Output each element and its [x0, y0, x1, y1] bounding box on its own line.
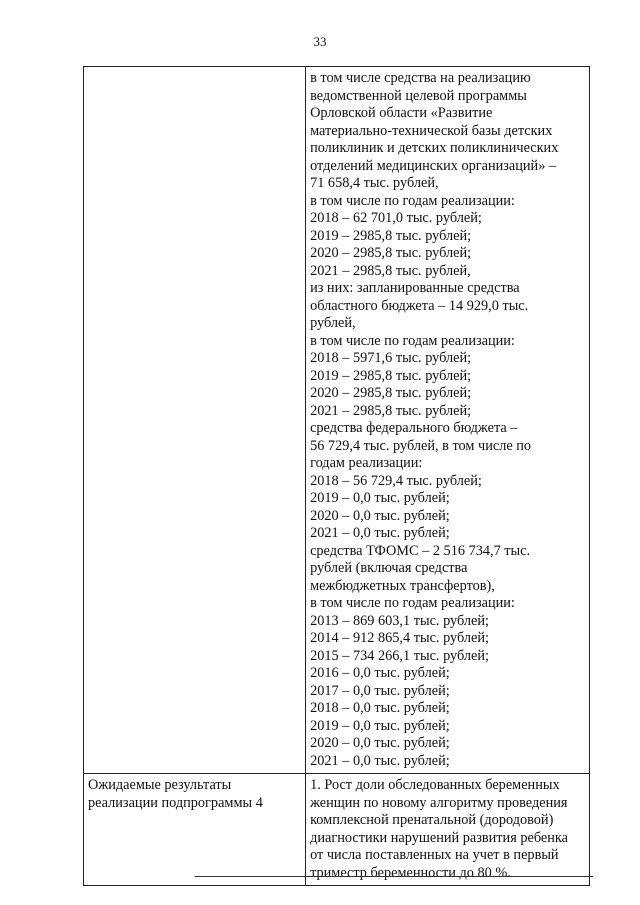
- funding-line: 2021 – 0,0 тыс. рублей;: [310, 525, 450, 541]
- funding-line: Орловской области «Развитие: [310, 105, 493, 121]
- funding-line: 2014 – 912 865,4 тыс. рублей;: [310, 630, 490, 646]
- funding-line: областного бюджета – 14 929,0 тыс.: [310, 297, 529, 314]
- funding-line: 2019 – 0,0 тыс. рублей;: [310, 717, 450, 734]
- subprogram-passport-table: [83, 66, 590, 886]
- funding-line: 2018 – 0,0 тыс. рублей;: [310, 700, 450, 716]
- expected-result-line: комплексной пренатальной (дородовой): [310, 812, 554, 828]
- funding-label-cell: [84, 67, 306, 774]
- funding-line: поликлиник и детских поликлинических: [310, 140, 559, 156]
- funding-line: средства ТФОМС – 2 516 734,7 тыс.: [310, 542, 531, 559]
- expected-results-cell: [306, 774, 590, 886]
- funding-line: отделений медицинских организаций» –: [310, 157, 557, 174]
- funding-line: 2017 – 0,0 тыс. рублей;: [310, 682, 450, 699]
- funding-line: 2018 – 5971,6 тыс. рублей;: [310, 350, 472, 366]
- funding-line: рублей (включая средства: [310, 560, 468, 576]
- funding-line: 2019 – 2985,8 тыс. рублей;: [310, 367, 472, 384]
- expected-result-line: женщин по новому алгоритму проведения: [310, 794, 568, 811]
- funding-line: 2018 – 62 701,0 тыс. рублей;: [310, 210, 482, 226]
- funding-line: годам реализации:: [310, 455, 423, 471]
- funding-line: из них: запланированные средства: [310, 280, 520, 296]
- funding-line: 2020 – 0,0 тыс. рублей;: [310, 735, 450, 751]
- funding-line: средства федерального бюджета –: [310, 420, 518, 436]
- funding-line: рублей,: [310, 315, 356, 331]
- funding-line: 2016 – 0,0 тыс. рублей;: [310, 665, 450, 681]
- funding-line: 2021 – 2985,8 тыс. рублей;: [310, 402, 472, 419]
- table-row-expected-results: [84, 774, 590, 886]
- funding-line: материально-технической базы детских: [310, 122, 553, 139]
- funding-line: ведомственной целевой программы: [310, 87, 527, 104]
- page-number: 33: [313, 34, 327, 49]
- funding-line: 2020 – 0,0 тыс. рублей;: [310, 507, 450, 524]
- expected-result-line: диагностики нарушений развития ребенка: [310, 829, 568, 846]
- funding-line: 2021 – 2985,8 тыс. рублей,: [310, 262, 471, 279]
- expected-results-label-line: Ожидаемые результаты: [88, 777, 232, 793]
- funding-line: 2018 – 56 729,4 тыс. рублей;: [310, 472, 482, 489]
- expected-result-line: триместр беременности до 80 %.: [310, 864, 511, 881]
- funding-line: межбюджетных трансфертов),: [310, 577, 495, 594]
- funding-line: 2020 – 2985,8 тыс. рублей;: [310, 245, 472, 261]
- funding-line: в том числе по годам реализации:: [310, 332, 515, 349]
- funding-line: в том числе средства на реализацию: [310, 70, 531, 86]
- expected-result-line: от числа поставленных на учет в первый: [310, 847, 559, 863]
- bottom-divider: [195, 876, 593, 877]
- funding-line: в том числе по годам реализации:: [310, 595, 515, 611]
- funding-line: в том числе по годам реализации:: [310, 192, 515, 209]
- funding-line: 2020 – 2985,8 тыс. рублей;: [310, 385, 472, 401]
- funding-line: 56 729,4 тыс. рублей, в том числе по: [310, 437, 532, 454]
- funding-line: 71 658,4 тыс. рублей,: [310, 175, 439, 191]
- funding-details-cell: [306, 67, 590, 774]
- funding-line: 2015 – 734 266,1 тыс. рублей;: [310, 647, 490, 664]
- table-row-funding: [84, 67, 590, 774]
- funding-line: 2019 – 0,0 тыс. рублей;: [310, 490, 450, 506]
- expected-results-label-cell: [84, 774, 306, 886]
- funding-line: 2021 – 0,0 тыс. рублей;: [310, 752, 450, 769]
- funding-line: 2013 – 869 603,1 тыс. рублей;: [310, 612, 490, 629]
- expected-result-line: 1. Рост доли обследованных беременных: [310, 777, 560, 793]
- expected-results-label-line: реализации подпрограммы 4: [88, 794, 263, 811]
- funding-line: 2019 – 2985,8 тыс. рублей;: [310, 227, 472, 244]
